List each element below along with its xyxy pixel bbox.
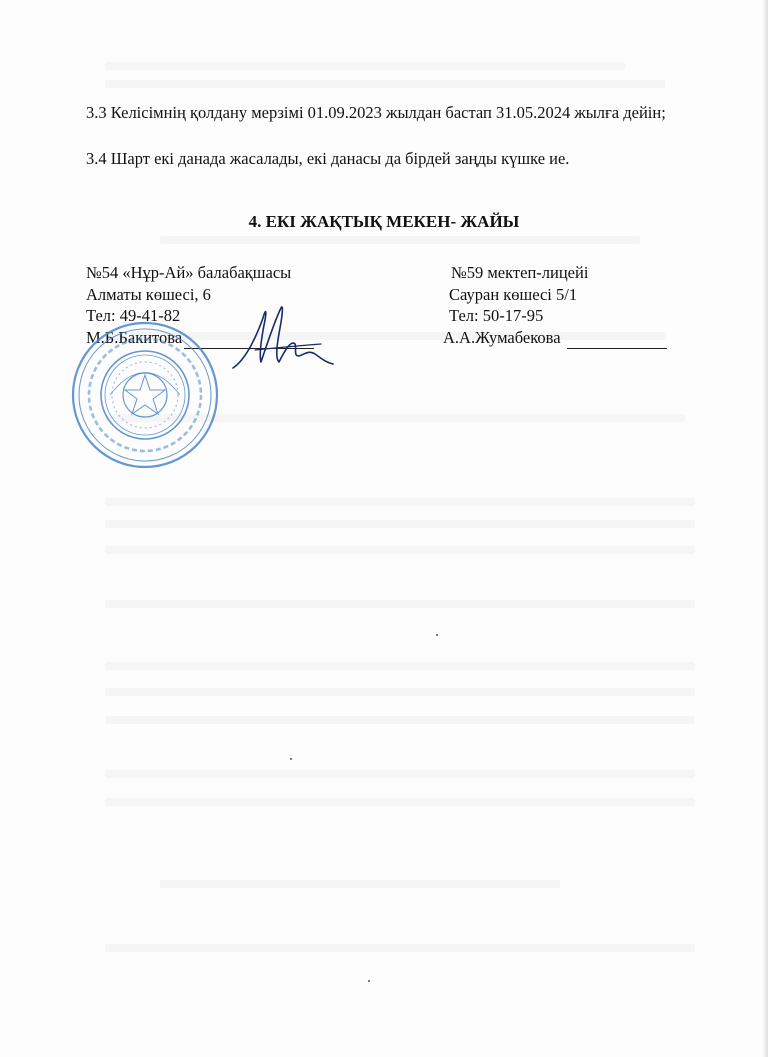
left-party-name: №54 «Нұр-Ай» балабақшасы — [86, 263, 292, 282]
bleed-through — [105, 546, 695, 554]
bleed-through — [105, 80, 665, 88]
clause-3-3: 3.3 Келісімнің қолдану мерзімі 01.09.2023 жылдан бастап 31.05.2024 жылға дейін; — [86, 103, 666, 122]
dust-speck — [290, 758, 292, 760]
bleed-through — [105, 770, 695, 778]
left-party-phone: Тел: 49-41-82 — [86, 306, 181, 325]
bleed-through — [105, 944, 695, 952]
right-party-signatory: А.А.Жумабекова — [443, 327, 561, 347]
right-party-phone: Тел: 50-17-95 — [449, 306, 544, 325]
bleed-through — [105, 498, 695, 506]
official-stamp-icon — [70, 320, 220, 470]
bleed-through — [105, 62, 625, 70]
signature-underline — [567, 327, 667, 350]
bleed-through — [105, 688, 695, 696]
bleed-through — [105, 662, 695, 670]
bleed-through — [105, 798, 695, 806]
dust-speck — [436, 634, 438, 636]
bleed-through — [105, 600, 695, 608]
right-party-block — [443, 262, 703, 349]
bleed-through — [105, 520, 695, 528]
section-heading: 4. ЕКІ ЖАҚТЫҚ МЕКЕН- ЖАЙЫ — [248, 212, 520, 231]
right-party-name: №59 мектеп-лицейі — [451, 263, 589, 282]
bleed-through — [105, 716, 695, 724]
right-party-signature-line — [443, 327, 703, 350]
clause-3-4: 3.4 Шарт екі данада жасалады, екі данасы да бірдей заңды күшке ие. — [86, 149, 570, 168]
left-party-address: Алматы көшесі, 6 — [86, 284, 211, 304]
handwritten-signature-icon — [225, 300, 335, 380]
right-party-address: Сауран көшесі 5/1 — [449, 284, 578, 304]
bleed-through — [160, 880, 560, 888]
dust-speck — [368, 980, 370, 982]
page-edge-shadow — [762, 0, 768, 1057]
bleed-through — [160, 236, 640, 244]
left-party-signatory: М.Б.Бакитова — [86, 327, 183, 347]
